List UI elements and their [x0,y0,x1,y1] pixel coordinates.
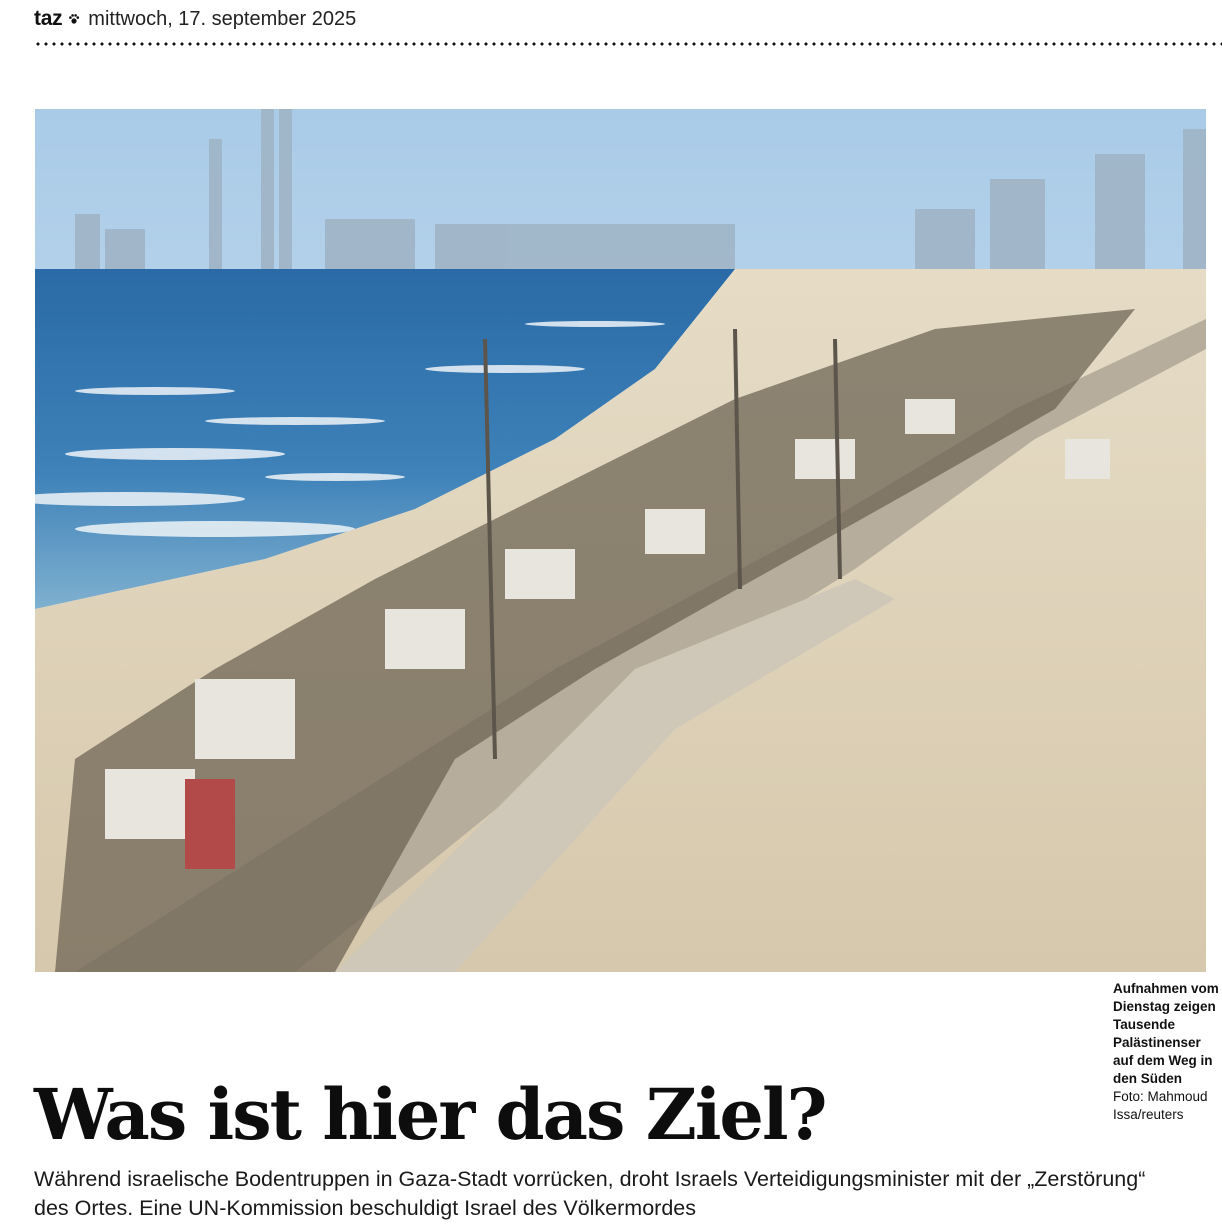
masthead [34,4,356,34]
news-photo [35,109,1206,972]
paw-icon [68,13,80,25]
issue-date: mittwoch, 17. september 2025 [88,7,357,30]
brand-logo: taz [34,7,63,30]
photo-caption [1113,980,1221,1124]
headline: Was ist hier das Ziel? [34,1073,826,1156]
dotted-divider [34,42,1222,46]
photo-credit: Foto: Mahmoud Issa/reuters [1113,1089,1208,1122]
subheadline: Während israelische Bodentruppen in Gaza-Stadt vorrücken, droht Israels Verteidigungsminister mit der „Zerstörung“ des Ortes. Eine UN-Kommission beschuldigt Israel des Völkermordes [34,1167,1146,1220]
caption-text: Aufnahmen vom Dienstag zeigen Tausende Palästinenser auf dem Weg in den Süden [1113,981,1219,1086]
